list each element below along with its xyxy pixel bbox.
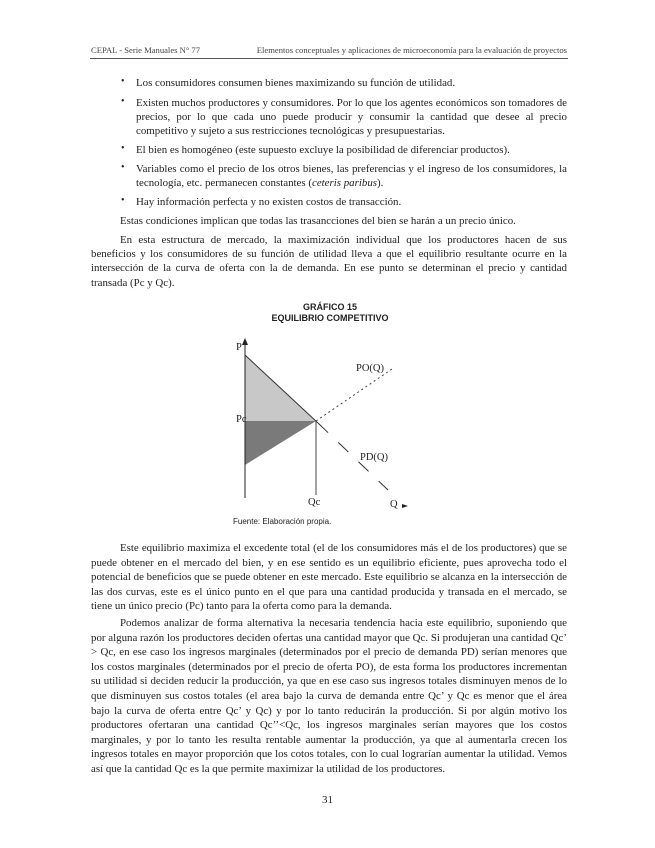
- figure-source: Fuente: Elaboración propia.: [233, 517, 332, 526]
- paragraph: [91, 616, 567, 777]
- bullet-icon: •: [121, 162, 125, 173]
- bullet-icon: •: [121, 96, 125, 107]
- q-axis-label: Q: [390, 499, 398, 510]
- supply-label: PO(Q): [356, 363, 384, 374]
- paragraph-text: Podemos analizar de forma alternativa la necesaria tendencia hacia este equilibrio, suponiendo que por alguna razón los productores deciden ofertas una cantidad mayor que Qc. Si produjeran una cantidad Qc’ > Qc, en ese caso los ingresos marginales (determinados por el precio de demanda PD) serían menores que los costos marginales (determinados por el precio de oferta PO), de esta forma los productores incrementan su utilidad si deciden reducir la producción, ya que en ese caso sus ingresos totales disminuyen menos de lo que disminuyen sus costos totales (el area bajo la curva de demanda entre Qc’ y Qc es menor que el área bajo la curva de oferta entre Qc’ y Qc) y por lo tanto reducirán la producción. Si por algún motivo los productores ofertaran una cantidad Qc’’<Qc, los ingresos marginales serían mayores que los costos marginales, y por lo tanto les resulta rentable aumentar la producción, ya que al aumentarla crecen los ingresos totales en mayor proporción que los cotos totales, con lo cual lograrían aumentar la utilidad. Vemos así que la cantidad Qc es la que permite maximizar la utilidad de los productores.: [91, 617, 567, 775]
- p-axis-label: P: [236, 342, 242, 353]
- bullet-text: Variables como el precio de los otros bienes, las preferencias y el ingreso de los consumidores, la tecnología, etc. permanecen constantes (: [136, 163, 567, 190]
- qc-label: Qc: [308, 497, 321, 508]
- bullet-item: Hay información perfecta y no existen costos de transacción.: [136, 196, 402, 208]
- bullet-icon: •: [121, 76, 125, 87]
- bullet-item: Existen muchos productores y consumidores. Por lo que los agentes económicos son tomadores de precios, por lo que cada uno puede producir y consumir la cantidad que desee al precio competitivo y sujeto a sus restricciones tecnológicas y presupuestarias.: [136, 97, 567, 138]
- bullet-icon: •: [121, 143, 125, 154]
- producer-surplus: [245, 421, 316, 465]
- axis-arrow-icon: [402, 504, 408, 508]
- bullet-icon: •: [121, 195, 125, 206]
- bullet-text: ).: [377, 177, 384, 190]
- paragraph-text: Estas condiciones implican que todas las trasancciones del bien se harán a un precio único.: [120, 215, 516, 227]
- bullet-item: El bien es homogéneo (este supuesto excluye la posibilidad de diferenciar productos).: [136, 144, 510, 156]
- bullet-item: Los consumidores consumen bienes maximizando su función de utilidad.: [136, 77, 456, 89]
- demand-label: PD(Q): [360, 452, 388, 463]
- axis-arrow-icon: [242, 338, 248, 345]
- paragraph-text: En esta estructura de mercado, la maximización individual que los productores hacen de sus beneficios y los consumidores de su función de utilidad lleva a que el equilibrio resultante ocurre en la intersección de la curva de oferta con la de demanda. En ese punto se determinan el precio y cantidad transada (Pc y Qc).: [91, 234, 567, 289]
- figure-subtitle: EQUILIBRIO COMPETITIVO: [271, 313, 389, 323]
- page-number: 31: [322, 794, 333, 806]
- bullet-italic: ceteris paribus: [311, 177, 378, 190]
- paragraph: [91, 541, 567, 614]
- paragraph-text: Este equilibrio maximiza el excedente total (el de los consumidores más el de los productores) que se puede obtener en el mercado del bien, y en ese sentido es un equilibrio eficiente, pues aprovecha todo el potencial de beneficios que se puede obtener en este mercado. Este equilibrio se alcanza en la intersección de las dos curvas, este es el único punto en el que para una cantidad producida y transada en el mercado, se tiene un único precio (Pc) tanto para la oferta como para la demanda.: [91, 542, 567, 613]
- header-left: CEPAL - Serie Manuales N° 77: [91, 45, 201, 55]
- header-right: Elementos conceptuales y aplicaciones de microeconomía para la evaluación de proyectos: [256, 45, 567, 55]
- pc-label: Pc: [236, 414, 247, 425]
- figure-title: GRÁFICO 15: [302, 302, 357, 312]
- supply-curve: [316, 369, 392, 421]
